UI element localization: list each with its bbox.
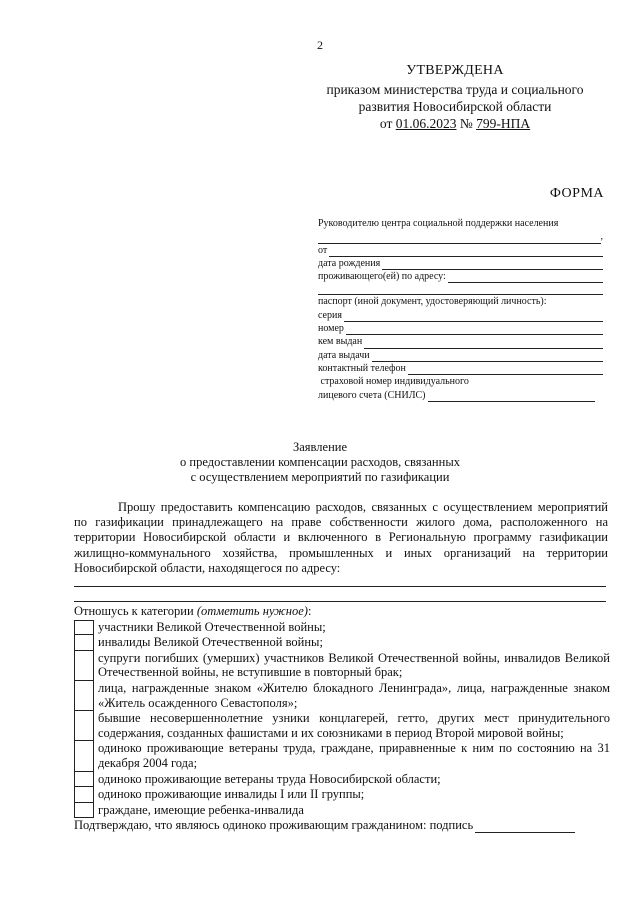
request-paragraph	[74, 500, 608, 576]
addressee-name-line[interactable]	[318, 230, 603, 243]
form-label: ФОРМА	[549, 186, 604, 201]
category-label: бывшие несовершеннолетние узники концлагерей, гетто, других мест принудительного содержания, созданных фашистами и их союзниками в период Второй мировой войны;	[98, 711, 610, 740]
approval-date-prefix: от	[379, 116, 393, 131]
category-section	[74, 604, 610, 818]
category-label: инвалиды Великой Отечественной войны;	[98, 635, 323, 650]
address-line[interactable]: проживающего(ей) по адресу:	[318, 270, 603, 283]
address-input-line-1[interactable]	[74, 586, 606, 587]
address-field-2[interactable]	[318, 283, 603, 295]
category-label: граждане, имеющие ребенка-инвалида	[98, 802, 304, 817]
passport-label: паспорт (иной документ, удостоверяющий личность):	[318, 296, 547, 308]
checkbox[interactable]	[74, 651, 94, 681]
category-label: одиноко проживающие инвалиды I или II группы;	[98, 787, 365, 802]
issued-by-field[interactable]	[364, 338, 603, 349]
statement-subtitle-2: с осуществлением мероприятий по газификации	[190, 470, 450, 484]
approval-title: УТВЕРЖДЕНА	[406, 63, 504, 78]
addressee-name-field[interactable]	[318, 233, 601, 244]
category-item[interactable]	[74, 772, 610, 788]
phone-field[interactable]	[408, 364, 603, 375]
addressee-comma: ,	[600, 231, 603, 243]
checkbox[interactable]	[74, 772, 94, 788]
category-heading: Отношусь к категории (отметить нужное):	[74, 604, 312, 618]
category-label: лица, награжденные знаком «Жителю блокадного Ленинграда», лица, награжденные знаком «Житель осажденного Севастополя»;	[98, 680, 610, 710]
number-line[interactable]: номер	[318, 322, 603, 335]
issue-date-line[interactable]: дата выдачи	[318, 349, 603, 362]
approval-line-2: развития Новосибирской области	[358, 99, 552, 114]
category-label: одиноко проживающие ветераны труда, граждане, приравненные к ним по состоянию на 31 декабря 2004 года;	[98, 741, 610, 770]
category-item[interactable]	[74, 711, 610, 741]
checkbox[interactable]	[74, 681, 94, 711]
address-field[interactable]	[448, 272, 603, 283]
from-field[interactable]	[329, 246, 603, 257]
phone-line[interactable]: контактный телефон	[318, 362, 603, 375]
page-number: 2	[317, 38, 323, 52]
checkbox[interactable]	[74, 711, 94, 741]
birth-date-line[interactable]: дата рождения	[318, 257, 603, 270]
category-label: одиноко проживающие ветераны труда Новосибирской области;	[98, 771, 441, 786]
series-line[interactable]: серия	[318, 309, 603, 322]
address-input-line-2[interactable]	[74, 601, 606, 602]
category-item[interactable]	[74, 651, 610, 681]
checkbox[interactable]	[74, 803, 94, 819]
statement-title: Заявление	[292, 440, 347, 454]
checkbox[interactable]	[74, 620, 94, 636]
checkbox[interactable]	[74, 741, 94, 771]
request-text: Прошу предоставить компенсацию расходов, связанных с осуществлением мероприятий по газификации принадлежащего на праве собственности жилого дома, расположенного на территории Новосибирской области и включенного в Региональную программу газификации жилищно-коммунального хозяйства, промышленных и иных организаций на территории Новосибирской области, находящегося по адресу:	[74, 500, 608, 575]
approval-number: 799-НПА	[476, 116, 531, 131]
checkbox[interactable]	[74, 787, 94, 803]
category-item[interactable]	[74, 741, 610, 771]
approval-number-sign: №	[459, 116, 473, 131]
addressee-to: Руководителю центра социальной поддержки населения	[318, 218, 559, 229]
category-item[interactable]	[74, 803, 610, 819]
approval-line-1: приказом министерства труда и социального	[326, 82, 584, 97]
category-item[interactable]	[74, 620, 610, 636]
category-hint: (отметить нужное)	[196, 604, 308, 618]
number-field[interactable]	[346, 324, 603, 335]
series-field[interactable]	[344, 311, 603, 322]
statement-subtitle-1: о предоставлении компенсации расходов, связанных	[180, 455, 460, 469]
issued-by-line[interactable]: кем выдан	[318, 335, 603, 348]
snils-label-1: страховой номер индивидуального	[318, 376, 469, 388]
checkbox[interactable]	[74, 635, 94, 651]
category-label: супруги погибших (умерших) участников Великой Отечественной войны, инвалидов Великой Отечественной войны, не вступившие в повторный брак;	[98, 650, 610, 680]
approval-date: 01.06.2023	[395, 116, 457, 131]
category-item[interactable]	[74, 787, 610, 803]
snils-line[interactable]: лицевого счета (СНИЛС)	[318, 389, 603, 402]
approval-date-line	[300, 115, 610, 132]
from-line[interactable]: от	[318, 244, 603, 257]
snils-field[interactable]	[428, 391, 596, 402]
signature-field[interactable]	[475, 820, 575, 833]
confirm-text: Подтверждаю, что являюсь одиноко проживающим гражданином: подпись	[74, 818, 474, 832]
category-item[interactable]	[74, 681, 610, 711]
birth-date-field[interactable]	[382, 259, 603, 270]
confirm-line	[74, 818, 575, 833]
addressee-block	[318, 217, 603, 402]
issue-date-field[interactable]	[372, 351, 603, 362]
category-label: участники Великой Отечественной войны;	[98, 619, 326, 634]
category-item[interactable]	[74, 635, 610, 651]
